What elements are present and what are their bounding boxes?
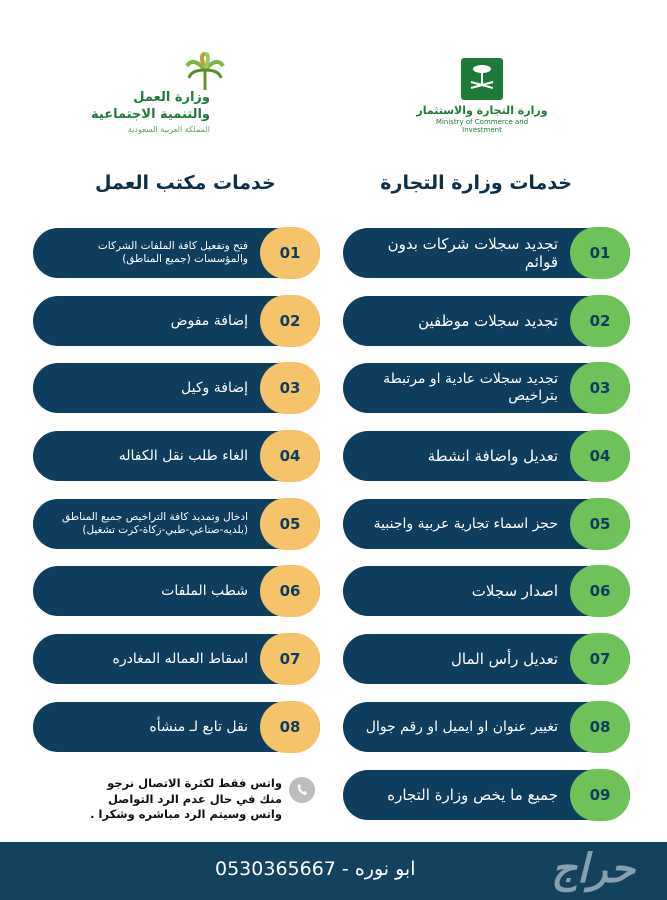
item-number: 07 (260, 633, 320, 685)
haraj-watermark-logo (445, 846, 645, 896)
item-text: حجز اسماء تجارية عربية واجنبية (373, 515, 558, 532)
item-text: اصدار سجلات (471, 582, 558, 600)
palm-leaf-icon (185, 52, 225, 92)
item-number: 02 (570, 295, 630, 347)
whatsapp-icon (289, 777, 315, 803)
item-text: نقل تابع لـ منشأه (149, 718, 248, 735)
item-number: 06 (260, 565, 320, 617)
item-number: 07 (570, 633, 630, 685)
item-text: الغاء طلب نقل الكفاله (118, 447, 248, 464)
item-text: تجديد سجلات عادية او مرتبطة بتراخيص (383, 371, 558, 404)
item-text: تعديل واضافة انشطة (427, 447, 558, 465)
commerce-service-item (343, 634, 630, 684)
palm-swords-emblem-icon (461, 58, 503, 100)
commerce-service-item (343, 296, 630, 346)
item-text: إضافة وكيل (181, 379, 248, 396)
item-number: 05 (260, 498, 320, 550)
commerce-service-item (343, 702, 630, 752)
item-number: 08 (260, 701, 320, 753)
item-text: ادخال وتمديد كافة التراخيص جميع المناطق (بلديه-صناعي-طبي-زكاة-كرت تشغيل) (62, 511, 248, 536)
item-text: تجديد سجلات شركات بدون قوائم (387, 235, 558, 271)
contact-phone: 0530365667 - ابو نوره (215, 858, 416, 880)
labor-service-item (33, 363, 320, 413)
item-number: 04 (260, 430, 320, 482)
commerce-service-item (343, 770, 630, 820)
labor-service-item (33, 431, 320, 481)
item-number: 01 (260, 227, 320, 279)
hrsd-name-line2: والتنمية الاجتماعية (91, 107, 210, 122)
item-text: تجديد سجلات موظفين (418, 312, 558, 330)
hrsd-country: المملكة العربية السعودية (127, 125, 210, 134)
item-number: 06 (570, 565, 630, 617)
moci-arabic-name: وزارة التجارة والاستثمار (416, 104, 548, 117)
item-text: تغيير عنوان او ايميل او رقم جوال (365, 718, 558, 735)
item-number: 04 (570, 430, 630, 482)
hrsd-name-line1: وزارة العمل (133, 90, 210, 105)
commerce-service-item (343, 363, 630, 413)
labor-service-item (33, 566, 320, 616)
commerce-service-item (343, 499, 630, 549)
whatsapp-note: واتس فقط لكثرة الاتصال نرجو منك في حال عدم الرد التواصل واتس وسيتم الرد مباشره وشكرا . (90, 776, 282, 822)
commerce-service-item (343, 431, 630, 481)
hrsd-logo (91, 52, 210, 142)
item-text: جميع ما يخص وزارة التجاره (387, 786, 558, 804)
commerce-service-item (343, 566, 630, 616)
item-number: 03 (570, 362, 630, 414)
labor-service-item (33, 228, 320, 278)
labor-service-item (33, 634, 320, 684)
item-number: 09 (570, 769, 630, 821)
item-number: 02 (260, 295, 320, 347)
item-text: تعديل رأس المال (451, 650, 558, 668)
moci-english-name: Ministry of Commerce and Investment (435, 118, 529, 134)
moci-logo (416, 58, 548, 138)
haraj-brand-text: حراج (551, 846, 635, 892)
commerce-service-item (343, 228, 630, 278)
item-number: 05 (570, 498, 630, 550)
commerce-services-title: خدمات وزارة التجارة (380, 172, 572, 194)
item-number: 03 (260, 362, 320, 414)
item-number: 08 (570, 701, 630, 753)
item-text: شطب الملفات (161, 582, 248, 599)
labor-services-title: خدمات مكتب العمل (95, 172, 276, 194)
labor-service-item (33, 499, 320, 549)
item-text: اسقاط العماله المغادره (112, 650, 248, 667)
labor-service-item (33, 296, 320, 346)
labor-service-item (33, 702, 320, 752)
item-text: فتح وتفعيل كافة الملفات الشركات والمؤسسات (جميع المناطق) (97, 240, 248, 265)
item-text: إضافة مفوض (170, 312, 248, 329)
item-number: 01 (570, 227, 630, 279)
